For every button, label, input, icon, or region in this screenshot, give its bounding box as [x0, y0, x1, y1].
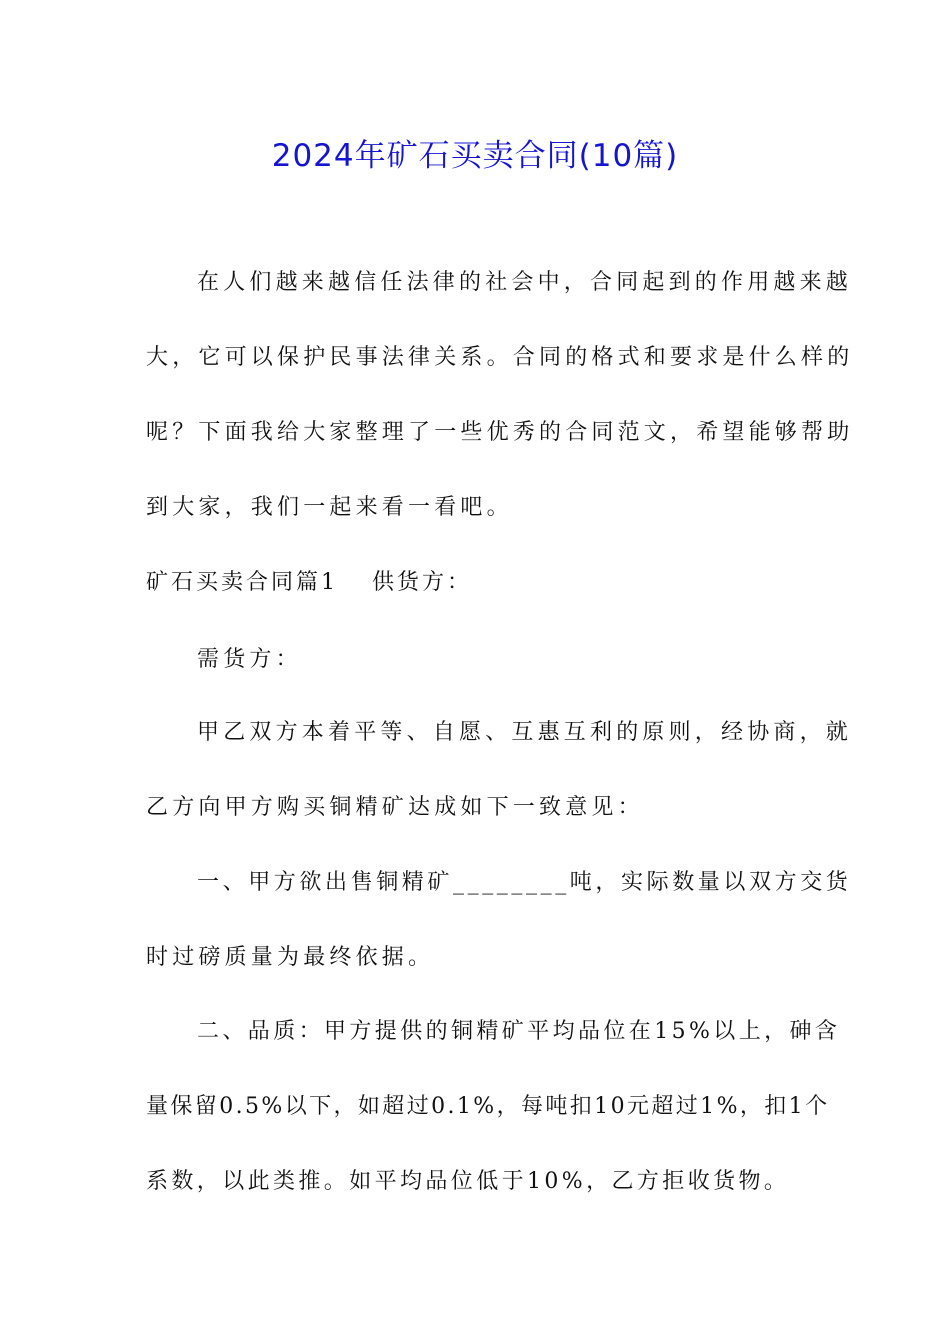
paragraph-line: 在人们越来越信任法律的社会中，合同起到的作用越来越 — [197, 270, 853, 295]
section-title: 矿石买卖合同篇1 — [146, 570, 338, 595]
paragraph-line: 大，它可以保护民事法律关系。合同的格式和要求是什么样的 — [146, 345, 854, 370]
paragraph-line: 乙方向甲方购买铜精矿达成如下一致意见： — [146, 795, 644, 820]
paragraph-line: 到大家，我们一起来看一看吧。 — [146, 495, 513, 520]
buyer-label: 需货方： — [197, 647, 302, 672]
supplier-label: 供货方： — [372, 570, 473, 595]
paragraph-line: 呢？下面我给大家整理了一些优秀的合同范文，希望能够帮助 — [146, 420, 854, 445]
section-heading — [146, 568, 472, 598]
paragraph-line: 二、品质：甲方提供的铜精矿平均品位在15%以上，砷含 — [197, 1019, 841, 1044]
paragraph-line: 量保留0.5%以下，如超过0.1%，每吨扣10元超过1%，扣1个 — [146, 1094, 830, 1119]
document-title: 2024年矿石买卖合同(10篇) — [271, 138, 679, 174]
paragraph-line: 时过磅质量为最终依据。 — [146, 945, 435, 970]
paragraph-line: 一、甲方欲出售铜精矿________吨，实际数量以双方交货 — [197, 870, 852, 895]
paragraph-line: 甲乙双方本着平等、自愿、互惠互利的原则，经协商，就 — [197, 720, 853, 745]
paragraph-line: 系数，以此类推。如平均品位低于10%，乙方拒收货物。 — [146, 1169, 790, 1194]
